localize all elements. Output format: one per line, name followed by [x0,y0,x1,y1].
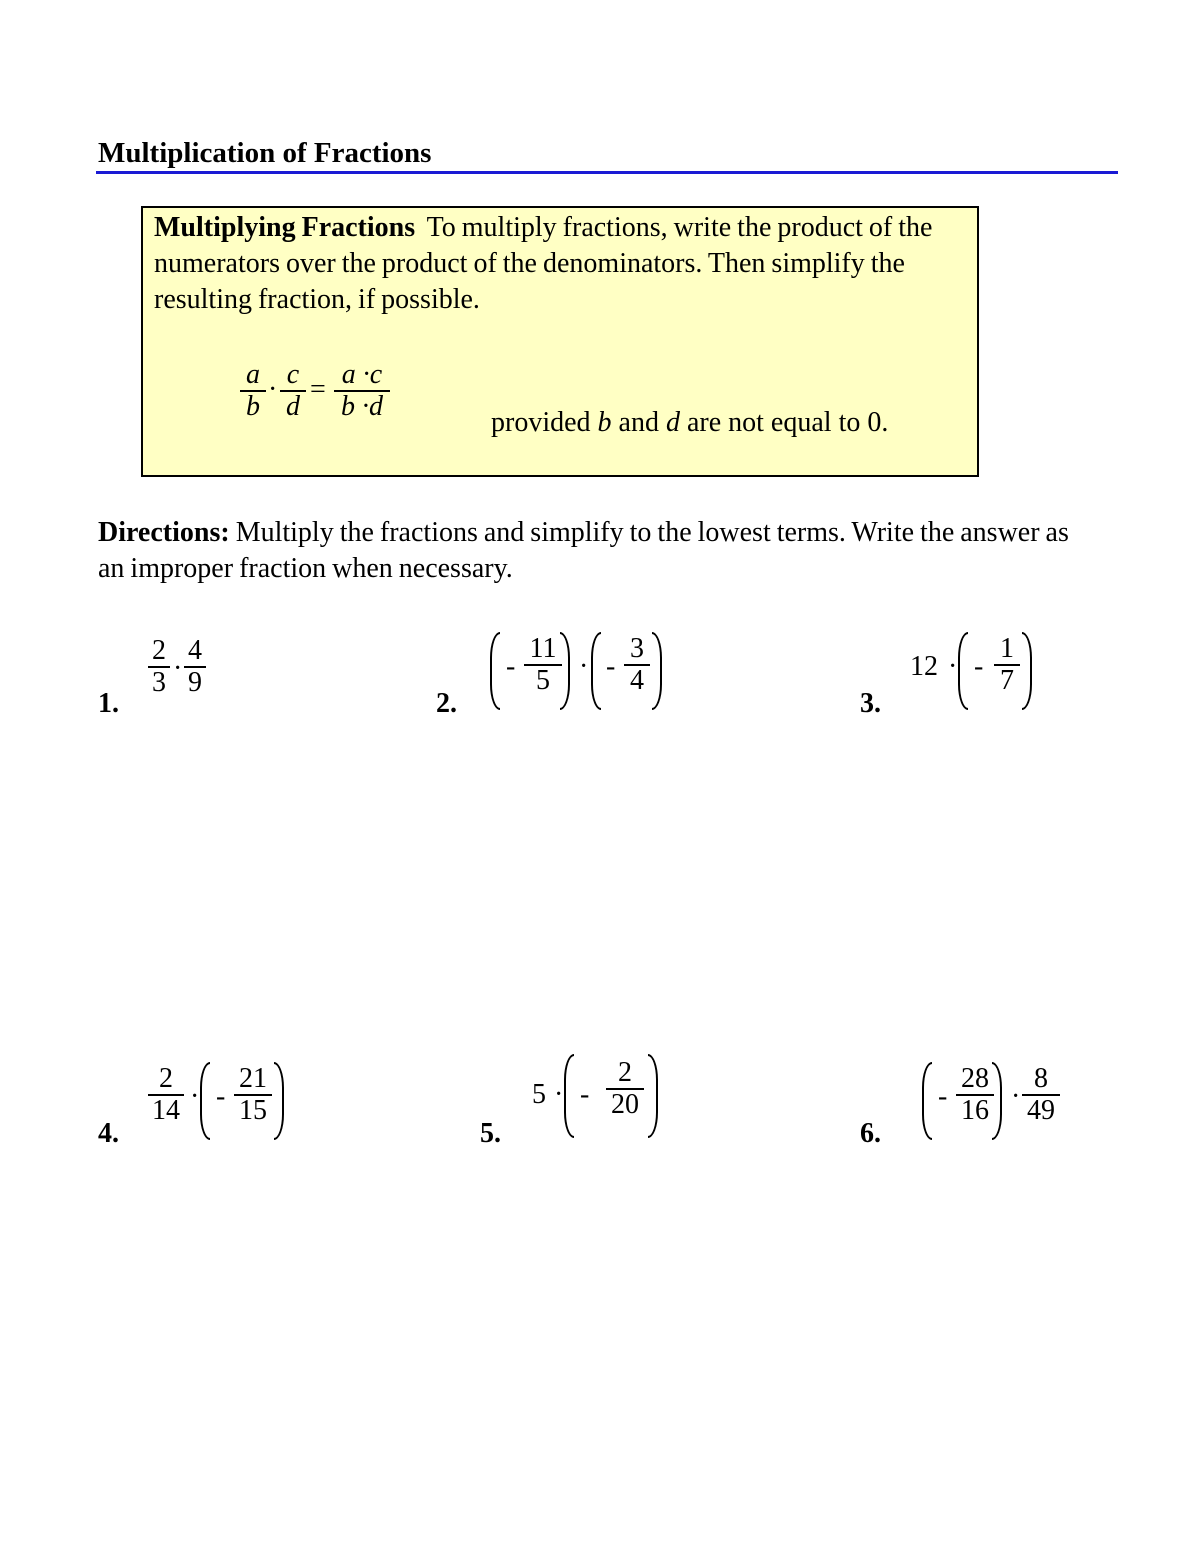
left-parenthesis [564,1054,574,1138]
right-parenthesis [652,632,662,710]
minus-sign: - [974,651,984,682]
right-parenthesis [560,632,570,710]
formula-numerator: a [246,359,260,390]
left-parenthesis [490,632,500,710]
minus-sign: - [606,651,616,682]
page-title: Multiplication of Fractions [98,137,432,169]
formula-dot: · [268,374,278,405]
rule-box [141,206,979,477]
problem-number: 4. [98,1118,119,1149]
rule-text: To multiply fractions, write the product of the numerators over the product of the denominators. Then simplify the resulting fraction, if possible. [154,212,933,315]
minus-sign: - [580,1079,590,1110]
multiply-dot: · [173,653,183,684]
fraction [956,1064,994,1126]
condition-text: are not equal to 0. [679,407,889,438]
fraction [1022,1064,1060,1126]
denominator: 15 [234,1094,272,1126]
numerator: 2 [152,635,166,666]
right-parenthesis [274,1062,284,1140]
denominator: 7 [994,664,1020,696]
title-divider [96,171,1118,174]
denominator: 14 [148,1094,184,1126]
formula-fraction-a-b [240,360,266,422]
condition-variable-d: d [665,407,680,438]
rule-description [154,210,969,318]
fraction [234,1064,272,1126]
problem-number: 2. [436,688,457,719]
left-parenthesis [200,1062,210,1140]
numerator: 11 [529,633,557,664]
numerator: 4 [188,635,202,666]
formula-denominator: d [280,390,306,422]
problem-number: 6. [860,1118,881,1149]
minus-sign: - [216,1081,226,1112]
formula-fraction-c-d [280,360,306,422]
minus-sign: - [506,651,516,682]
numerator: 1 [1000,633,1014,664]
denominator: 20 [606,1088,644,1120]
numerator: 28 [961,1063,989,1094]
multiply-dot: · [579,651,589,682]
fraction [606,1058,644,1120]
denominator: 3 [148,666,170,698]
right-parenthesis [992,1062,1002,1140]
denominator: 49 [1022,1094,1060,1126]
directions-text: Multiply the fractions and simplify to the lowest terms. Write the answer as an improper fraction when necessary. [98,517,1069,584]
condition-text: and [611,407,666,438]
numerator: 8 [1034,1063,1048,1094]
rule-heading: Multiplying Fractions [154,212,416,243]
fraction [994,634,1020,696]
denominator: 4 [624,664,650,696]
formula-denominator: b ·d [334,390,390,422]
denominator: 5 [524,664,562,696]
formula-denominator: b [240,390,266,422]
fraction [184,636,206,698]
multiply-dot: · [1011,1081,1021,1112]
multiply-dot: · [190,1081,200,1112]
problem-number: 5. [480,1118,501,1149]
whole-number: 5 [532,1079,546,1110]
condition-variable-b: b [597,407,612,438]
right-parenthesis [648,1054,658,1138]
numerator: 3 [630,633,644,664]
formula-numerator: c [286,359,300,390]
left-parenthesis [922,1062,932,1140]
fraction [524,634,562,696]
condition-text: provided [491,407,598,438]
whole-number: 12 [910,651,938,682]
formula-condition [491,406,888,440]
fraction [148,1064,184,1126]
left-parenthesis [958,632,968,710]
minus-sign: - [938,1081,948,1112]
fraction [624,634,650,696]
formula-fraction-product [334,360,390,422]
formula-equals: = [310,374,326,405]
numerator: 2 [618,1057,632,1088]
right-parenthesis [1022,632,1032,710]
fraction [148,636,170,698]
problem-number: 1. [98,688,119,719]
multiply-dot: · [948,651,958,682]
formula-numerator: a ·c [341,359,383,390]
directions [98,515,1098,587]
numerator: 21 [239,1063,267,1094]
denominator: 16 [956,1094,994,1126]
numerator: 2 [159,1063,173,1094]
multiply-dot: · [554,1079,564,1110]
problem-number: 3. [860,688,881,719]
left-parenthesis [591,632,601,710]
directions-label: Directions: [98,517,230,548]
denominator: 9 [184,666,206,698]
